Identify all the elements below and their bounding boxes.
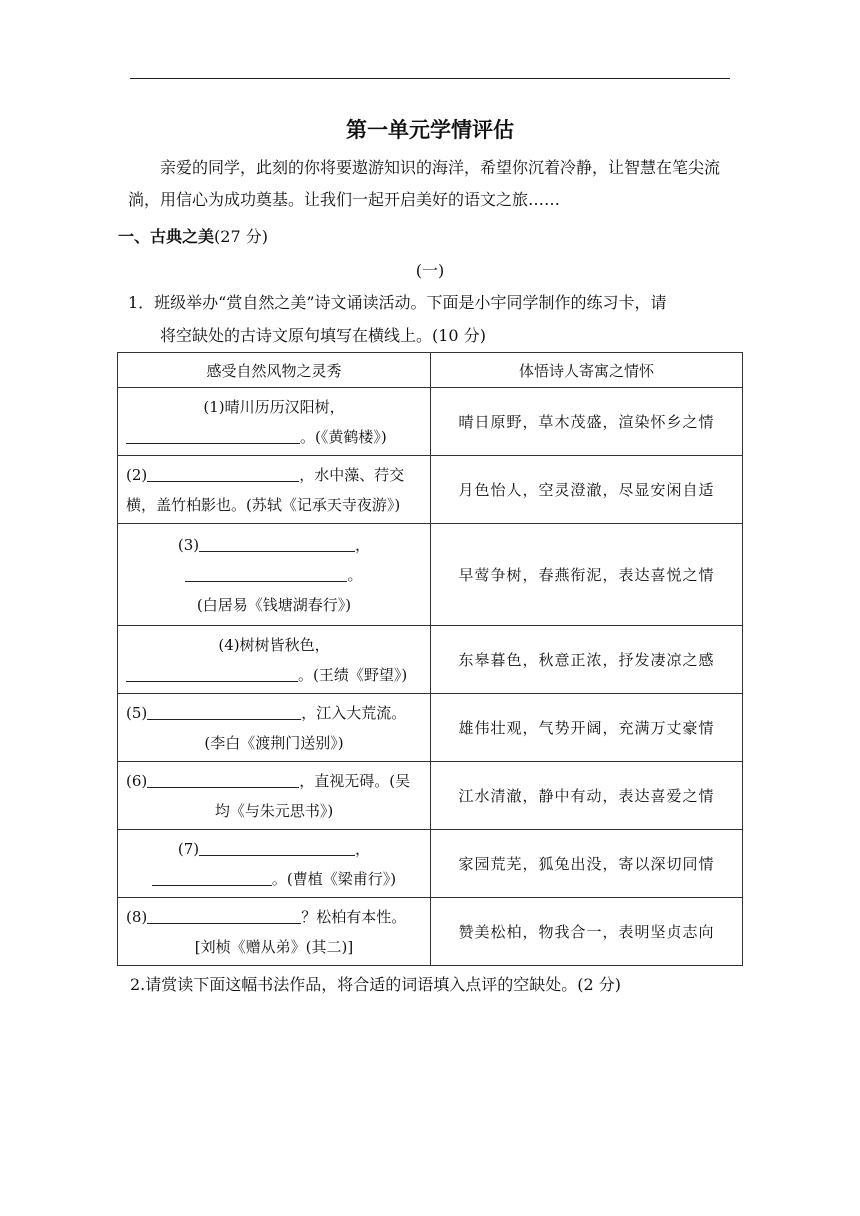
row-7-start: (7)	[177, 839, 200, 858]
row-7-line1-end: ，	[355, 839, 371, 858]
row-6-line1-end: ，直视无碍。(吴	[299, 771, 411, 790]
answer-blank-8[interactable]	[147, 905, 301, 924]
row-3-line1-end: ，	[355, 535, 371, 554]
section-label: 一、古典之美	[118, 227, 215, 246]
row-6-left	[118, 762, 431, 830]
row-2-left	[118, 456, 431, 524]
row-7-left	[118, 830, 431, 898]
row-3-line3: (白居易《钱塘湖春行》)	[196, 595, 352, 614]
row-8-line1-end: ？松柏有本性。	[301, 907, 407, 926]
row-3-line2-end: 。	[347, 565, 363, 584]
answer-blank-3a[interactable]	[199, 533, 355, 552]
row-7-right: 家园荒芜，狐兔出没，寄以深切同情	[431, 830, 743, 898]
table-row	[118, 388, 743, 456]
row-7-line2: 。(曹植《梁甫行》)	[271, 869, 397, 888]
question-2: 2.请赏读下面这幅书法作品，将合适的词语填入点评的空缺处。(2 分)	[130, 975, 622, 994]
section-heading	[118, 224, 268, 247]
row-4-line1: (4)树树皆秋色，	[218, 635, 330, 654]
answer-blank-4[interactable]	[126, 663, 298, 682]
row-3-start: (3)	[177, 535, 200, 554]
table-row	[118, 830, 743, 898]
row-1-line2: 。(《黄鹤楼》)	[300, 427, 387, 446]
section-points: (27 分)	[214, 227, 268, 246]
answer-blank-7b[interactable]	[152, 867, 272, 886]
top-rule	[130, 78, 730, 79]
row-8-left	[118, 898, 431, 966]
question-1-line2: 将空缺处的古诗文原句填写在横线上。(10 分)	[160, 326, 486, 345]
table-row	[118, 524, 743, 626]
table-row	[118, 762, 743, 830]
row-1-line1: (1)晴川历历汉阳树，	[203, 397, 345, 416]
page-title: 第一单元学情评估	[346, 118, 514, 142]
answer-blank-6[interactable]	[147, 769, 299, 788]
poem-table	[117, 352, 743, 966]
row-5-left	[118, 694, 431, 762]
row-8-right: 赞美松柏，物我合一，表明坚贞志向	[431, 898, 743, 966]
answer-blank-1[interactable]	[126, 425, 300, 444]
subsection-heading: (一)	[415, 261, 445, 280]
row-2-start: (2)	[126, 465, 148, 484]
table-header-left: 感受自然风物之灵秀	[118, 353, 431, 388]
answer-blank-2[interactable]	[147, 463, 299, 482]
answer-blank-3b[interactable]	[185, 563, 347, 582]
row-5-line1-end: ，江入大荒流。	[301, 703, 407, 722]
row-5-line2: (李白《渡荆门送别》)	[204, 733, 344, 752]
table-header-right: 体悟诗人寄寓之情怀	[431, 353, 743, 388]
row-2-line2: 横，盖竹柏影也。(苏轼《记承天寺夜游》)	[126, 495, 401, 514]
row-5-start: (5)	[126, 703, 148, 722]
row-8-start: (8)	[126, 907, 148, 926]
table-row	[118, 456, 743, 524]
question-1-line1: 1．班级举办“赏自然之美”诗文诵读活动。下面是小宇同学制作的练习卡，请	[128, 293, 667, 312]
row-8-line2: [刘桢《赠从弟》(其二)]	[194, 937, 354, 956]
row-2-right: 月色怡人，空灵澄澈，尽显安闲自适	[431, 456, 743, 524]
table-row	[118, 898, 743, 966]
row-4-left	[118, 626, 431, 694]
answer-blank-5[interactable]	[147, 701, 301, 720]
row-3-right: 早莺争树，春燕衔泥，表达喜悦之情	[431, 524, 743, 626]
row-3-left	[118, 524, 431, 626]
answer-blank-7a[interactable]	[199, 837, 355, 856]
row-2-line1-end: ，水中藻、荇交	[299, 465, 405, 484]
row-6-start: (6)	[126, 771, 148, 790]
table-row	[118, 694, 743, 762]
row-6-right: 江水清澈，静中有动，表达喜爱之情	[431, 762, 743, 830]
row-4-right: 东皋暮色，秋意正浓，抒发凄凉之感	[431, 626, 743, 694]
row-4-line2: 。(王绩《野望》)	[298, 665, 408, 684]
table-header-row	[118, 353, 743, 388]
row-1-left	[118, 388, 431, 456]
table-row	[118, 626, 743, 694]
row-5-right: 雄伟壮观，气势开阔，充满万丈豪情	[431, 694, 743, 762]
question-1	[128, 286, 734, 352]
row-1-right: 晴日原野，草木茂盛，渲染怀乡之情	[431, 388, 743, 456]
intro-paragraph: 亲爱的同学，此刻的你将要遨游知识的海洋，希望你沉着冷静，让智慧在笔尖流淌，用信心为成功奠基。让我们一起开启美好的语文之旅……	[128, 158, 721, 209]
row-6-line2: 均《与朱元思书》)	[214, 801, 334, 820]
